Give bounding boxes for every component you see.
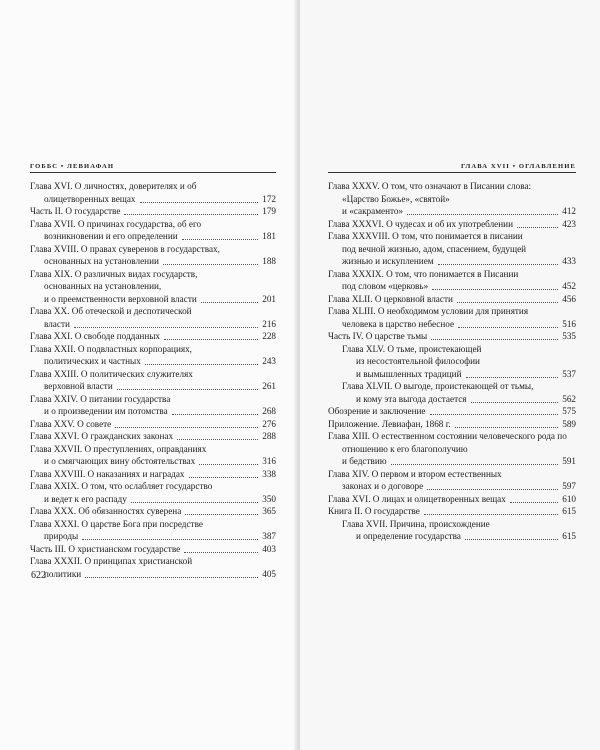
toc-entry-page: 228 bbox=[262, 331, 276, 341]
toc-entry-page: 575 bbox=[562, 406, 576, 416]
toc-entry bbox=[328, 180, 576, 193]
toc-entry bbox=[30, 493, 276, 506]
left-page bbox=[0, 0, 296, 750]
header-rule bbox=[30, 172, 276, 173]
toc-entry-title: и о произведении им потомства bbox=[44, 406, 168, 416]
toc-entry bbox=[328, 218, 576, 231]
dot-leader bbox=[458, 318, 558, 328]
dot-leader bbox=[510, 493, 558, 503]
toc-entry-title: верховной власти bbox=[44, 381, 113, 391]
dot-leader bbox=[74, 318, 258, 328]
toc-entry bbox=[328, 530, 576, 543]
dot-leader bbox=[131, 493, 258, 503]
toc-entry bbox=[328, 518, 576, 531]
toc-entry bbox=[328, 193, 576, 206]
toc-entry-title: олицетворенных вещах bbox=[44, 193, 136, 204]
toc-entry bbox=[328, 493, 576, 506]
toc-entry bbox=[328, 380, 576, 393]
toc-entry-page: 433 bbox=[562, 256, 576, 266]
running-header: ГОББС • ЛЕВИАФАН bbox=[30, 163, 115, 170]
toc-entry-title: и бедствию bbox=[342, 456, 387, 466]
dot-leader bbox=[391, 455, 558, 465]
toc-entry-title: законах и о договоре bbox=[342, 481, 424, 491]
toc-entry-title: власти bbox=[44, 318, 70, 329]
dot-leader bbox=[424, 505, 558, 515]
toc-entry bbox=[30, 318, 276, 331]
dot-leader bbox=[430, 405, 558, 415]
toc-entry bbox=[328, 205, 576, 218]
toc-entry-title: Глава XXIX. О том, что ослабляет государство bbox=[30, 481, 213, 491]
toc-entry bbox=[30, 393, 276, 406]
dot-leader bbox=[145, 355, 258, 365]
dot-leader bbox=[466, 368, 558, 378]
toc-entry bbox=[30, 455, 276, 468]
toc-entry bbox=[328, 468, 576, 481]
toc-entry-title: Книга II. О государстве bbox=[328, 506, 420, 516]
toc-entry-page: 179 bbox=[262, 206, 276, 216]
toc-entry-title: политики bbox=[44, 568, 82, 579]
toc-entry bbox=[30, 268, 276, 281]
toc-entry-title: «Царство Божье», «святой» bbox=[342, 193, 450, 204]
toc-entry-page: 216 bbox=[262, 318, 276, 329]
toc-entry-title: и кому эта выгода достается bbox=[356, 393, 467, 404]
toc-entry bbox=[30, 293, 276, 306]
toc-entry-title: возникновении и его определении bbox=[44, 231, 178, 241]
dot-leader bbox=[427, 480, 558, 490]
toc-entry-page: 316 bbox=[262, 456, 276, 466]
toc-entry-title: Глава XIX. О различных видах государств, bbox=[30, 268, 198, 279]
toc-entry bbox=[30, 530, 276, 543]
dot-leader bbox=[82, 530, 258, 540]
toc-entry-page: 188 bbox=[262, 256, 276, 266]
toc-entry-page: 591 bbox=[562, 456, 576, 466]
right-page bbox=[300, 0, 600, 750]
dot-leader bbox=[407, 205, 558, 215]
toc-entry bbox=[30, 430, 276, 443]
dot-leader bbox=[189, 468, 258, 478]
toc-entry-title: Глава XVII. Причина, происхождение bbox=[342, 518, 490, 529]
toc-entry-title: и определение государства bbox=[356, 531, 461, 541]
toc-entry-title: Глава XXIV. О питании государства bbox=[30, 393, 171, 404]
toc-entry-page: 268 bbox=[262, 406, 276, 416]
toc-entry bbox=[30, 543, 276, 556]
toc-entry bbox=[30, 380, 276, 393]
dot-leader bbox=[182, 230, 258, 240]
toc-entry-title: и ведет к его распаду bbox=[44, 493, 127, 504]
toc-entry-title: Глава XXI. О свободе подданных bbox=[30, 331, 161, 341]
toc-entry-title: под словом «церковь» bbox=[342, 281, 429, 291]
toc-entry-page: 423 bbox=[562, 218, 576, 229]
toc-entry bbox=[30, 305, 276, 318]
toc-entry bbox=[328, 318, 576, 331]
toc-entry-title: Глава XXV. О совете bbox=[30, 418, 112, 429]
dot-leader bbox=[124, 205, 258, 215]
toc-entry-page: 412 bbox=[562, 206, 576, 216]
toc-entry bbox=[30, 518, 276, 531]
dot-leader bbox=[432, 280, 558, 290]
toc-entry bbox=[328, 305, 576, 318]
toc-entry-title: политических и частных bbox=[44, 356, 141, 366]
toc-entry-title: Глава XXVII. О преступлениях, оправданиях bbox=[30, 443, 207, 454]
toc-entry bbox=[30, 505, 276, 518]
toc-entry-title: Глава XXXI. О царстве Бога при посредстве bbox=[30, 518, 203, 529]
toc-entry-page: 535 bbox=[562, 331, 576, 341]
toc-list bbox=[328, 180, 576, 543]
toc-entry bbox=[328, 280, 576, 293]
toc-entry-title: Глава XXXIX. О том, что понимается в Писании bbox=[328, 268, 519, 279]
toc-entry bbox=[30, 405, 276, 418]
dot-leader bbox=[185, 505, 258, 515]
toc-entry bbox=[328, 230, 576, 243]
toc-entry-page: 261 bbox=[262, 381, 276, 391]
dot-leader bbox=[431, 330, 558, 340]
toc-entry-title: и «сакраменто» bbox=[342, 206, 404, 216]
toc-entry-page: 365 bbox=[262, 506, 276, 516]
toc-entry bbox=[30, 180, 276, 193]
toc-entry-page: 276 bbox=[262, 418, 276, 429]
toc-entry bbox=[328, 393, 576, 406]
toc-entry-page: 615 bbox=[562, 531, 576, 541]
dot-leader bbox=[172, 405, 258, 415]
toc-entry-title: Глава XXX. Об обязанностях суверена bbox=[30, 506, 182, 516]
toc-entry bbox=[30, 555, 276, 568]
toc-entry-title: Глава XLVII. О выгоде, проистекающей от тьмы, bbox=[342, 381, 534, 391]
dot-leader bbox=[140, 193, 258, 203]
header-rule bbox=[328, 172, 576, 173]
dot-leader bbox=[177, 430, 258, 440]
toc-entry-title: основанных на установлении, bbox=[44, 281, 162, 291]
toc-entry-title: Часть II. О государстве bbox=[30, 206, 121, 216]
toc-entry-title: Глава XXXV. О том, что означают в Писании слова: bbox=[328, 181, 532, 191]
toc-entry-title: Глава XLII. О церковной власти bbox=[328, 293, 453, 304]
dot-leader bbox=[85, 568, 258, 578]
toc-entry bbox=[30, 243, 276, 256]
toc-entry-page: 403 bbox=[262, 543, 276, 554]
toc-entry bbox=[328, 418, 576, 431]
running-header: ГЛАВА XVII • ОГЛАВЛЕНИЕ bbox=[461, 163, 576, 170]
toc-entry-page: 181 bbox=[262, 231, 276, 241]
toc-entry bbox=[328, 430, 576, 443]
toc-entry bbox=[30, 443, 276, 456]
toc-entry-page: 350 bbox=[262, 493, 276, 504]
toc-entry-title: и о смягчающих вину обстоятельствах bbox=[44, 456, 196, 466]
toc-entry-title: природы bbox=[44, 531, 79, 541]
toc-entry bbox=[30, 480, 276, 493]
toc-entry-page: 537 bbox=[562, 368, 576, 379]
toc-entry bbox=[328, 343, 576, 356]
toc-entry-page: 172 bbox=[262, 193, 276, 204]
toc-entry bbox=[30, 368, 276, 381]
toc-entry-title: Часть IV. О царстве тьмы bbox=[328, 331, 428, 341]
toc-entry bbox=[30, 330, 276, 343]
toc-entry bbox=[30, 218, 276, 231]
toc-entry-page: 589 bbox=[562, 418, 576, 429]
toc-entry bbox=[328, 443, 576, 456]
toc-entry bbox=[30, 355, 276, 368]
toc-entry-title: Глава XVIII. О правах суверенов в государствах, bbox=[30, 243, 220, 254]
dot-leader bbox=[201, 293, 258, 303]
toc-entry-page: 243 bbox=[262, 356, 276, 366]
dot-leader bbox=[164, 330, 258, 340]
toc-entry-title: жизнью и искуплением bbox=[342, 256, 434, 266]
toc-entry-title: Глава XLIII. О необходимом условии для принятия bbox=[328, 306, 529, 316]
toc-entry-title: Глава XXXVIII. О том, что понимается в писании bbox=[328, 231, 523, 241]
toc-entry bbox=[30, 568, 276, 581]
toc-entry-title: под вечной жизнью, адом, спасением, будущей bbox=[342, 243, 527, 254]
toc-entry-title: и вымышленных традиций bbox=[356, 368, 462, 379]
toc-entry-title: Глава XXII. О подвластных корпорациях, bbox=[30, 343, 192, 354]
dot-leader bbox=[184, 543, 258, 553]
dot-leader bbox=[455, 418, 558, 428]
toc-entry-title: Глава XXXII. О принципах христианской bbox=[30, 556, 193, 566]
toc-entry-title: Глава XXXVI. О чудесах и об их употреблении bbox=[328, 218, 513, 229]
dot-leader bbox=[115, 418, 258, 428]
toc-entry bbox=[30, 280, 276, 293]
toc-entry-title: Глава XIII. О естественном состоянии человеческого рода по bbox=[328, 431, 567, 441]
toc-entry-title: Глава XXIII. О политических служителях bbox=[30, 368, 193, 379]
toc-entry bbox=[328, 243, 576, 256]
dot-leader bbox=[517, 218, 558, 228]
dot-leader bbox=[471, 393, 558, 403]
dot-leader bbox=[199, 455, 258, 465]
dot-leader bbox=[457, 293, 558, 303]
toc-entry-title: Обозрение и заключение bbox=[328, 406, 426, 416]
toc-entry bbox=[328, 405, 576, 418]
toc-entry bbox=[328, 293, 576, 306]
toc-entry-page: 456 bbox=[562, 293, 576, 304]
toc-entry-title: Глава XXVI. О гражданских законах bbox=[30, 431, 174, 441]
toc-entry bbox=[30, 343, 276, 356]
toc-entry-title: и о преемственности верховной власти bbox=[44, 293, 197, 304]
toc-entry-title: человека в царство небесное bbox=[342, 318, 455, 329]
toc-entry-title: Глава XLV. О тьме, проистекающей bbox=[342, 343, 482, 354]
toc-entry bbox=[328, 355, 576, 368]
toc-entry-title: Часть III. О христианском государстве bbox=[30, 543, 181, 554]
page-number: 622 bbox=[31, 570, 46, 581]
toc-entry bbox=[30, 193, 276, 206]
toc-entry bbox=[30, 255, 276, 268]
toc-entry-title: Глава XVI. О лицах и олицетворенных вещах bbox=[328, 493, 506, 504]
toc-entry bbox=[328, 455, 576, 468]
toc-entry-title: Глава XXVIII. О наказаниях и наградах bbox=[30, 468, 185, 479]
dot-leader bbox=[163, 255, 258, 265]
dot-leader bbox=[438, 255, 558, 265]
toc-entry-page: 405 bbox=[262, 568, 276, 579]
toc-entry bbox=[328, 268, 576, 281]
toc-entry-page: 288 bbox=[262, 431, 276, 441]
toc-entry-page: 452 bbox=[562, 281, 576, 291]
toc-entry-page: 597 bbox=[562, 481, 576, 491]
toc-entry bbox=[328, 330, 576, 343]
toc-entry-page: 338 bbox=[262, 468, 276, 479]
toc-entry-title: Глава XVII. О причинах государства, об его bbox=[30, 218, 202, 229]
toc-entry-page: 562 bbox=[562, 393, 576, 404]
dot-leader bbox=[465, 530, 558, 540]
dot-leader bbox=[117, 380, 258, 390]
toc-entry bbox=[328, 505, 576, 518]
toc-entry-page: 516 bbox=[562, 318, 576, 329]
toc-entry bbox=[30, 205, 276, 218]
toc-entry-title: Глава XIV. О первом и втором естественных bbox=[328, 468, 502, 479]
toc-entry-title: Глава XX. Об отеческой и деспотической bbox=[30, 306, 192, 316]
toc-entry-page: 610 bbox=[562, 493, 576, 504]
toc-entry-title: отношению к его благополучию bbox=[342, 443, 468, 454]
toc-entry-title: из несостоятельной философии bbox=[356, 356, 480, 366]
toc-entry-title: основанных на установлении bbox=[44, 256, 159, 266]
toc-entry bbox=[30, 468, 276, 481]
toc-entry bbox=[30, 418, 276, 431]
toc-entry-page: 615 bbox=[562, 506, 576, 516]
toc-entry bbox=[328, 255, 576, 268]
toc-entry-page: 387 bbox=[262, 531, 276, 541]
toc-entry bbox=[328, 480, 576, 493]
toc-entry-page: 201 bbox=[262, 293, 276, 304]
toc-entry-title: Приложение. Левиафан, 1868 г. bbox=[328, 418, 451, 429]
toc-entry-title: Глава XVI. О личностях, доверителях и об bbox=[30, 181, 197, 191]
toc-list bbox=[30, 180, 276, 580]
toc-entry bbox=[30, 230, 276, 243]
toc-entry bbox=[328, 368, 576, 381]
